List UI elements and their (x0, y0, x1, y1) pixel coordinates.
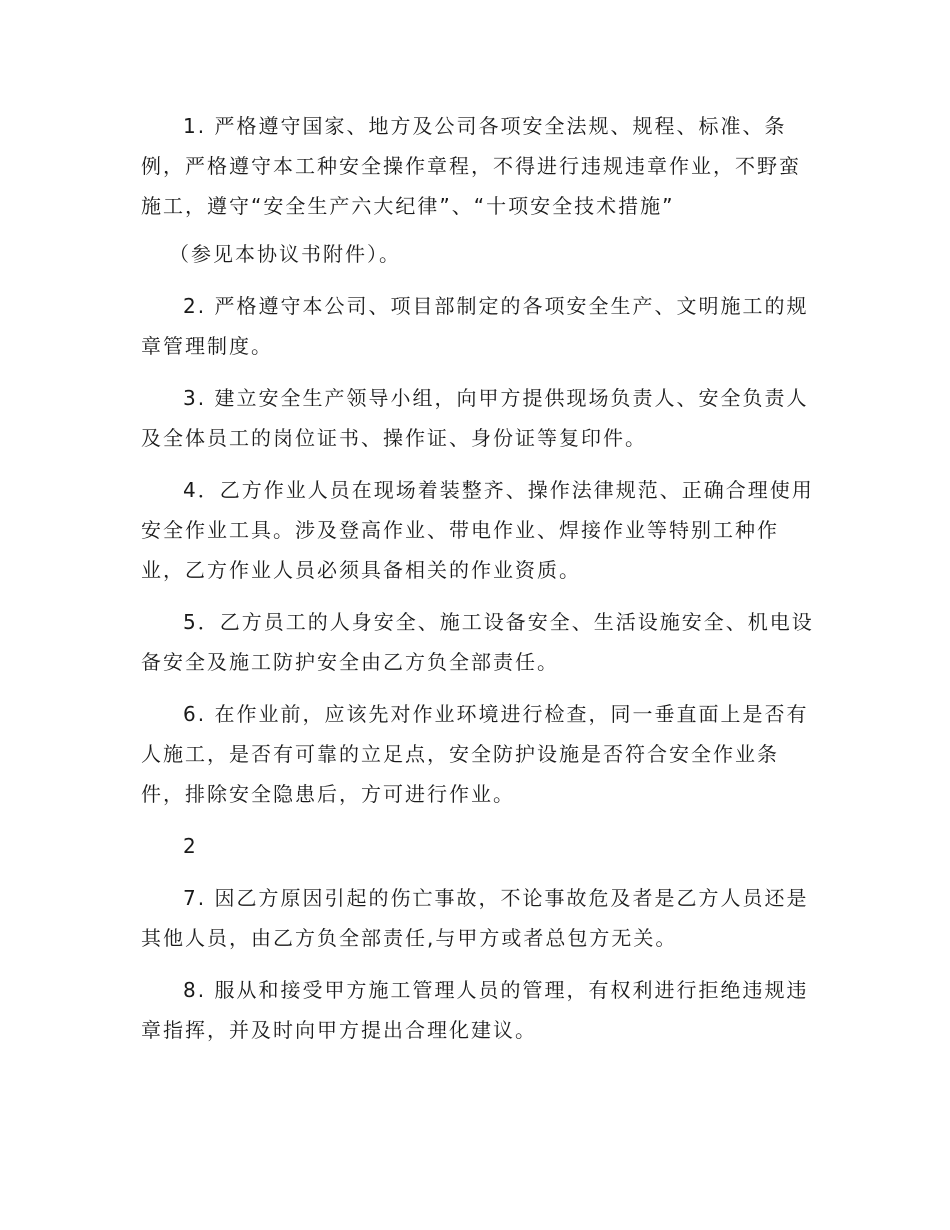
clause-4-line-1: 4．乙方作业人员在现场着装整齐、操作法律规范、正确合理使用 (183, 478, 814, 502)
clause-1-annex-line: （参见本协议书附件）。 (169, 242, 401, 266)
clause-4-line-3: 业，乙方作业人员必须具备相关的作业资质。 (141, 558, 581, 582)
page-number-text: 2 (183, 834, 198, 858)
clause-3-line-1: 3. 建立安全生产领导小组，向甲方提供现场负责人、安全负责人 (183, 386, 809, 410)
clause-8-line-1: 8. 服从和接受甲方施工管理人员的管理，有权利进行拒绝违规违 (183, 978, 809, 1002)
clause-2-line-2: 章管理制度。 (141, 334, 273, 358)
clause-1 (141, 106, 821, 226)
clause-4 (141, 470, 821, 590)
document-body (141, 106, 821, 1062)
clause-1-line-2: 例，严格遵守本工种安全操作章程，不得进行违规违章作业，不野蛮 (141, 154, 801, 178)
clause-8 (141, 970, 821, 1050)
clause-1-line-1: 1. 严格遵守国家、地方及公司各项安全法规、规程、标准、条 (183, 114, 787, 138)
clause-6 (141, 694, 821, 814)
clause-3 (141, 378, 821, 458)
clause-1-annex-note (141, 234, 821, 274)
clause-8-line-2: 章指挥，并及时向甲方提出合理化建议。 (141, 1018, 537, 1042)
clause-6-line-1: 6. 在作业前，应该先对作业环境进行检查，同一垂直面上是否有 (183, 702, 809, 726)
clause-2 (141, 286, 821, 366)
clause-2-line-1: 2. 严格遵守本公司、项目部制定的各项安全生产、文明施工的规 (183, 294, 809, 318)
clause-5 (141, 602, 821, 682)
clause-6-line-3: 件，排除安全隐患后，方可进行作业。 (141, 782, 515, 806)
clause-7 (141, 878, 821, 958)
clause-7-line-1: 7. 因乙方原因引起的伤亡事故，不论事故危及者是乙方人员还是 (183, 886, 809, 910)
clause-4-line-2: 安全作业工具。涉及登高作业、带电作业、焊接作业等特别工种作 (141, 518, 779, 542)
clause-5-line-2: 备安全及施工防护安全由乙方负全部责任。 (141, 650, 559, 674)
page-number (141, 826, 821, 866)
clause-7-line-2: 其他人员，由乙方负全部责任,与甲方或者总包方无关。 (141, 926, 678, 950)
clause-1-line-3: 施工，遵守“安全生产六大纪律”、“十项安全技术措施” (141, 194, 675, 218)
clause-6-line-2: 人施工，是否有可靠的立足点，安全防护设施是否符合安全作业条 (141, 742, 779, 766)
clause-3-line-2: 及全体员工的岗位证书、操作证、身份证等复印件。 (141, 426, 647, 450)
clause-5-line-1: 5．乙方员工的人身安全、施工设备安全、生活设施安全、机电设 (183, 610, 814, 634)
